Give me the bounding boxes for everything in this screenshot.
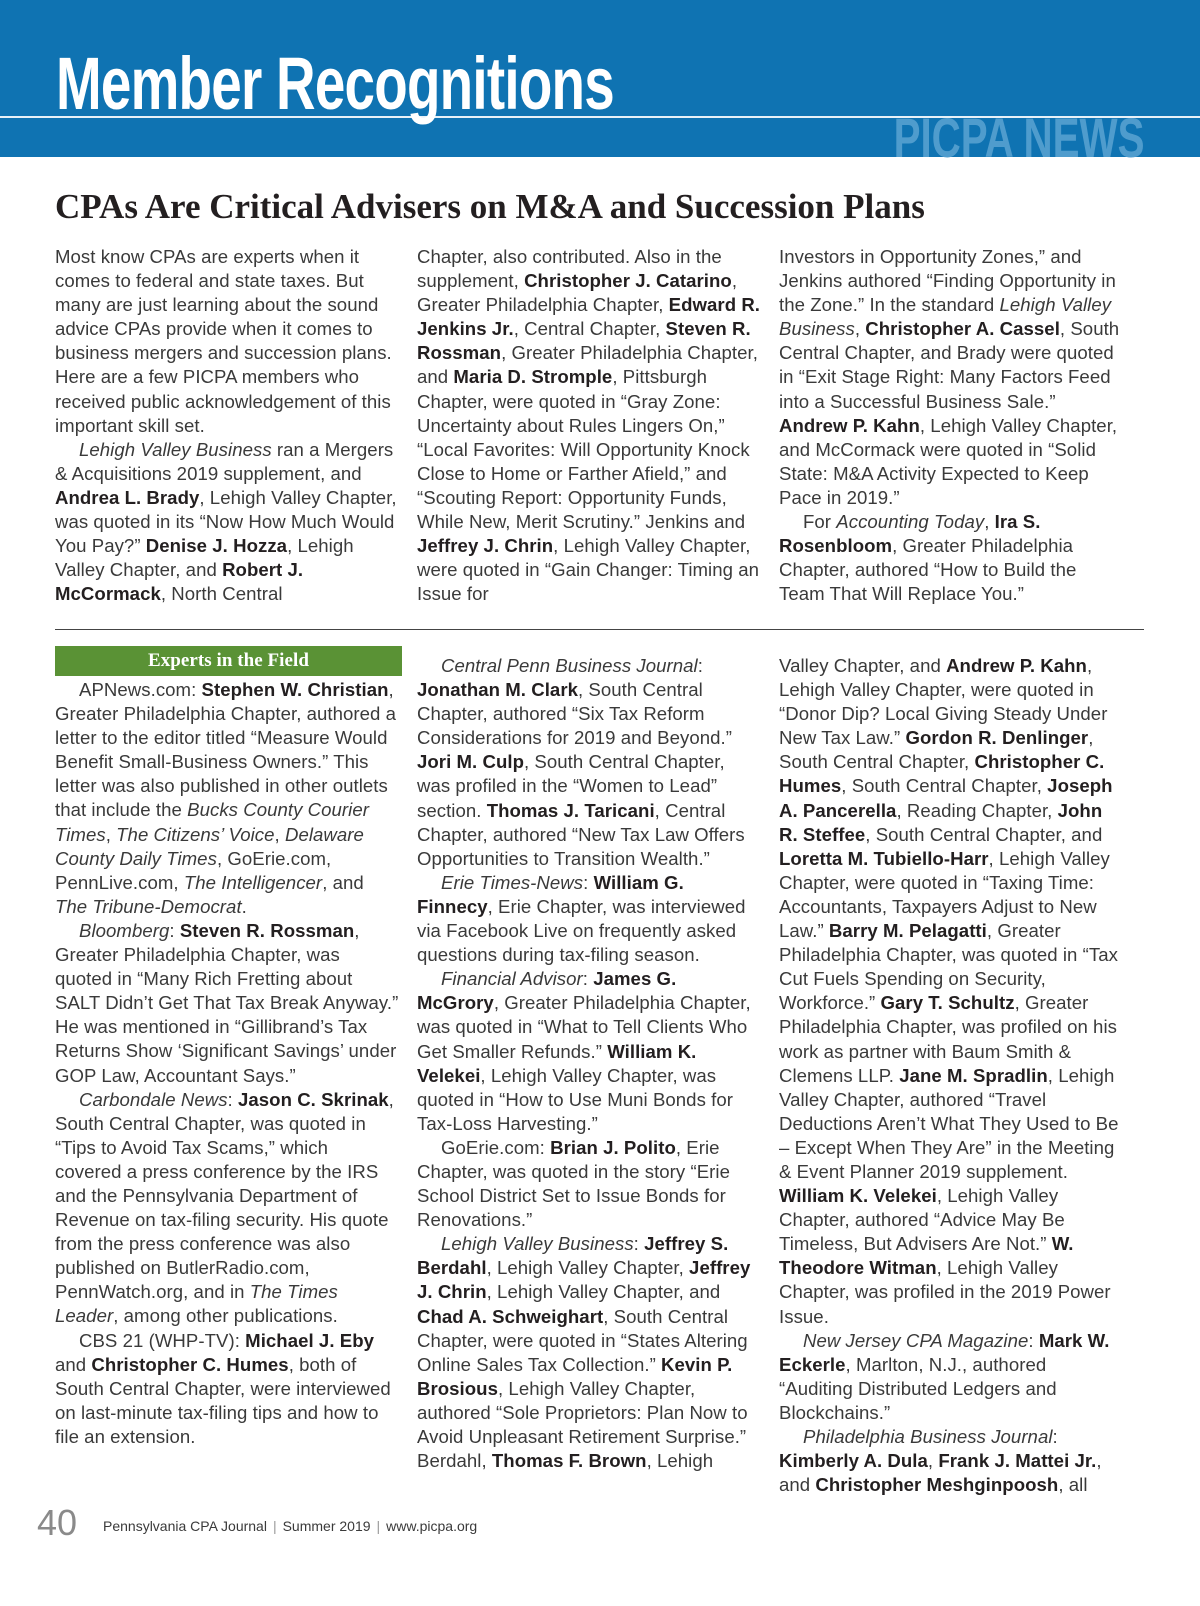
experts-column-2	[417, 654, 761, 1473]
experts-paragraph: CBS 21 (WHP-TV): Michael J. Eby and Christopher C. Humes, both of South Central Chapter, were interviewed on last-minute tax-filing tips and how to file an extension.	[55, 1329, 391, 1447]
experts-paragraph: APNews.com: Stephen W. Christian, Greater Philadelphia Chapter, authored a letter to the editor titled “Measure Would Benefit Small-Business Owners.” This letter was also published in other outlets that include the Bucks County Courier Times, The Citizens’ Voice, Delaware County Daily Times, GoErie.com, PennLive.com, The Intelligencer, and The Tribune-Democrat.	[55, 679, 397, 917]
experts-paragraph: Valley Chapter, and Andrew P. Kahn, Lehigh Valley Chapter, were quoted in “Donor Dip? Local Giving Steady Under New Tax Law.” Gordon R. Denlinger, South Central Chapter, Christopher C. Humes, South Central Chapter, Joseph A. Pancerella, Reading Chapter, John R. Steffee, South Central Chapter, and Loretta M. Tubiello-Harr, Lehigh Valley Chapter, were quoted in “Taxing Time: Accountants, Taxpayers Adjust to New Law.” Barry M. Pelagatti, Greater Philadelphia Chapter, was quoted in “Tax Cut Fuels Spending on Security, Workforce.” Gary T. Schultz, Greater Philadelphia Chapter, was profiled on his work as partner with Baum Smith & Clemens LLP. Jane M. Spradlin, Lehigh Valley Chapter, authored “Travel Deductions Aren’t What They Used to Be – Except When They Are” in the Meeting & Event Planner 2019 supplement. William K. Velekei, Lehigh Valley Chapter, authored “Advice May Be Timeless, But Advisers Are Not.” W. Theodore Witman, Lehigh Valley Chapter, was profiled in the 2019 Power Issue.	[779, 655, 1119, 1327]
publication-name: Pennsylvania CPA Journal	[103, 1518, 267, 1534]
website-link[interactable]: www.picpa.org	[386, 1518, 478, 1534]
issue-label: Summer 2019	[282, 1518, 371, 1534]
experts-paragraph: Bloomberg: Steven R. Rossman, Greater Philadelphia Chapter, was quoted in “Many Rich Fretting about SALT Didn’t Get That Tax Break Anyway.” He was mentioned in “Gillibrand’s Tax Returns Show ‘Significant Savings’ under GOP Law, Accountant Says.”	[55, 919, 399, 1086]
experts-paragraph: Carbondale News: Jason C. Skrinak, South Central Chapter, was quoted in “Tips to Avoid Tax Scams,” which covered a press conference by the IRS and the Pennsylvania Department of Revenue on tax-filing security. His quote from the press conference was also published on ButlerRadio.com, PennWatch.org, and in The Times Leader, among other publications.	[55, 1088, 394, 1327]
page-title: Member Recognitions	[56, 42, 614, 125]
page-number: 40	[37, 1502, 78, 1543]
experts-section-tag: Experts in the Field	[55, 646, 402, 676]
article-column-2	[417, 245, 761, 606]
article-column-3	[779, 245, 1123, 606]
article-paragraph: Lehigh Valley Business ran a Mergers & Acquisitions 2019 supplement, and Andrea L. Brady, Lehigh Valley Chapter, was quoted in its “Now How Much Would You Pay?” Denise J. Hozza, Lehigh Valley Chapter, and Robert J. McCormack, North Central	[55, 438, 397, 605]
article-paragraph: Chapter, also contributed. Also in the supplement, Christopher J. Catarino, Greater Philadelphia Chapter, Edward R. Jenkins Jr., Central Chapter, Steven R. Rossman, Greater Philadelphia Chapter, and Maria D. Stromple, Pittsburgh Chapter, were quoted in “Gray Zone: Uncertainty about Rules Lingers On,” “Local Favorites: Will Opportunity Knock Close to Home or Farther Afield,” and “Scouting Report: Opportunity Funds, While New, Merit Scrutiny.” Jenkins and Jeffrey J. Chrin, Lehigh Valley Chapter, were quoted in “Gain Changer: Timing an Issue for	[417, 246, 761, 605]
experts-paragraph: New Jersey CPA Magazine: Mark W. Eckerle, Marlton, N.J., authored “Auditing Distributed Ledgers and Blockchains.”	[779, 1329, 1110, 1423]
experts-paragraph: Lehigh Valley Business: Jeffrey S. Berdahl, Lehigh Valley Chapter, Jeffrey J. Chrin, Lehigh Valley Chapter, and Chad A. Schweighart, South Central Chapter, were quoted in “States Altering Online Sales Tax Collection.” Kevin P. Brosious, Lehigh Valley Chapter, authored “Sole Proprietors: Plan Now to Avoid Unpleasant Retirement Surprise.” Berdahl, Thomas F. Brown, Lehigh	[417, 1233, 751, 1472]
section-label: PICPA NEWS	[893, 106, 1144, 169]
experts-paragraph: GoErie.com: Brian J. Polito, Erie Chapter, was quoted in the story “Erie School District Set to Issue Bonds for Renovations.”	[417, 1136, 730, 1231]
footer-separator: |	[272, 1518, 277, 1534]
experts-paragraph: Financial Advisor: James G. McGrory, Greater Philadelphia Chapter, was quoted in “What to Tell Clients Who Get Smaller Refunds.” William K. Velekei, Lehigh Valley Chapter, was quoted in “How to Use Muni Bonds for Tax-Loss Harvesting.”	[417, 968, 751, 1134]
experts-paragraph: Central Penn Business Journal: Jonathan M. Clark, South Central Chapter, authored “Six Tax Reform Considerations for 2019 and Beyond.” Jori M. Culp, South Central Chapter, was profiled in the “Women to Lead” section. Thomas J. Taricani, Central Chapter, authored “New Tax Law Offers Opportunities to Transition Wealth.”	[417, 655, 745, 869]
experts-column-3	[779, 654, 1123, 1497]
article-paragraph: Investors in Opportunity Zones,” and Jenkins authored “Finding Opportunity in the Zone.” In the standard Lehigh Valley Business, Christopher A. Cassel, South Central Chapter, and Brady were quoted in “Exit Stage Right: Many Factors Feed into a Successful Business Sale.” Andrew P. Kahn, Lehigh Valley Chapter, and McCormack were quoted in “Solid State: M&A Activity Expected to Keep Pace in 2019.”	[779, 246, 1120, 508]
footer-separator: |	[376, 1518, 381, 1534]
footer-text	[103, 1518, 477, 1534]
article-paragraph: For Accounting Today, Ira S. Rosenbloom, Greater Philadelphia Chapter, authored “How to Build the Team That Will Replace You.”	[779, 511, 1077, 605]
section-divider	[55, 629, 1144, 630]
article-headline: CPAs Are Critical Advisers on M&A and Succession Plans	[55, 187, 925, 226]
article-paragraph: Most know CPAs are experts when it comes to federal and state taxes. But many are just learning about the sound advice CPAs provide when it comes to business mergers and succession plans. Here are a few PICPA members who received public acknowledgement of this important skill set.	[55, 246, 392, 436]
experts-column-1	[55, 650, 399, 1449]
article-column-1	[55, 245, 399, 606]
header-banner	[0, 0, 1200, 169]
experts-paragraph: Philadelphia Business Journal: Kimberly A. Dula, Frank J. Mattei Jr., and Christopher Meshginpoosh, all	[779, 1426, 1102, 1496]
experts-paragraph: Erie Times-News: William G. Finnecy, Erie Chapter, was interviewed via Facebook Live on frequently asked questions during tax-filing season.	[417, 871, 746, 966]
